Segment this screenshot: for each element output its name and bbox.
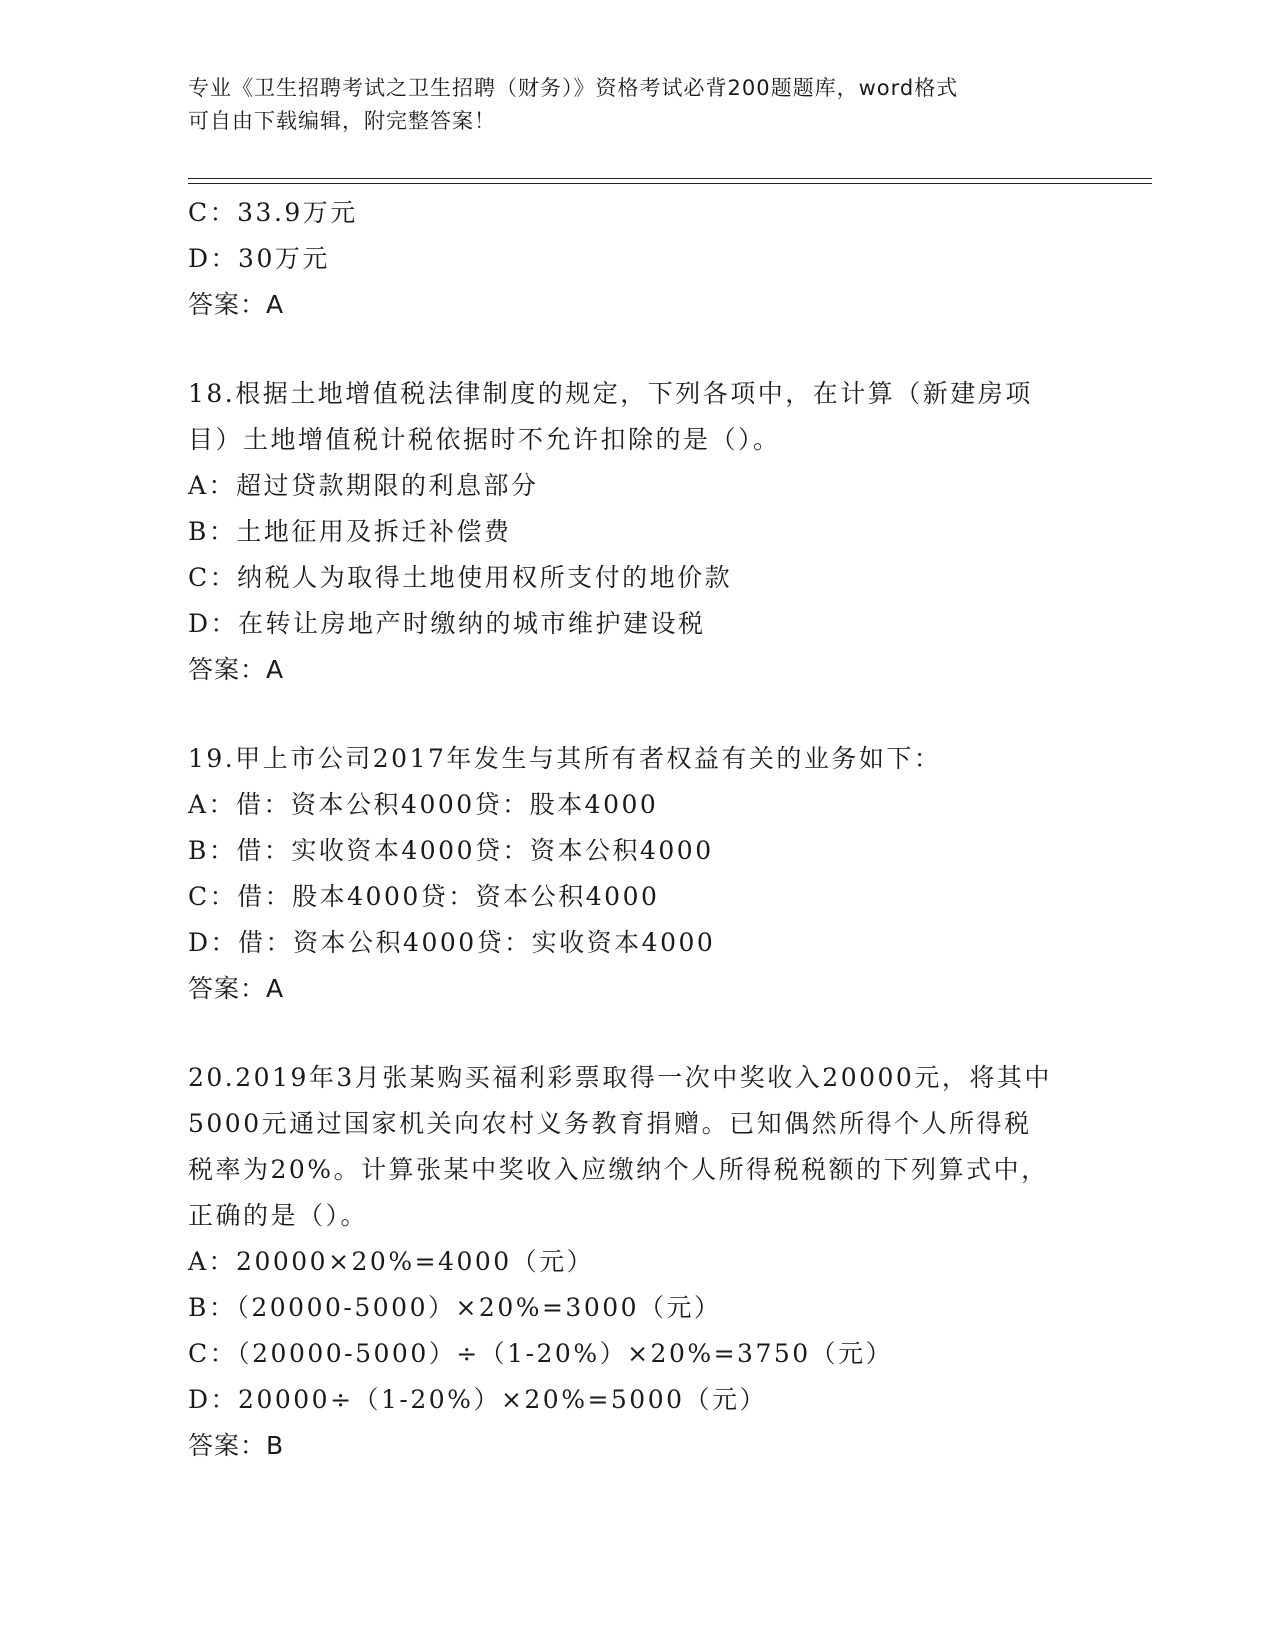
spacer (188, 1012, 1088, 1055)
header-title-line-2: 可自由下载编辑，附完整答案！ (188, 109, 496, 133)
header-divider-top (188, 178, 1152, 179)
question-20 (188, 1055, 1088, 1469)
question-17-tail (188, 190, 1088, 328)
q20-answer: 答案：B (188, 1431, 285, 1460)
q20-option-c: C：（20000-5000）÷（1-20%）×20%=3750（元） (188, 1339, 894, 1368)
q18-stem-line-2: 目）土地增值税计税依据时不允许扣除的是（）。 (188, 425, 781, 454)
question-19 (188, 736, 1088, 1012)
q20-stem-line-3: 税率为20%。计算张某中奖收入应缴纳个人所得税税额的下列算式中， (188, 1155, 1049, 1184)
question-list (188, 190, 1088, 1469)
q18-option-c: C：纳税人为取得土地使用权所支付的地价款 (188, 563, 733, 592)
q19-stem-line-1: 19.甲上市公司2017年发生与其所有者权益有关的业务如下： (188, 744, 942, 773)
q17-answer: 答案：A (188, 290, 285, 319)
q20-stem-line-2: 5000元通过国家机关向农村义务教育捐赠。已知偶然所得个人所得税 (188, 1109, 1032, 1138)
question-18 (188, 371, 1088, 693)
spacer (188, 693, 1088, 736)
q20-option-b: B：（20000-5000）×20%=3000（元） (188, 1293, 722, 1322)
q18-option-b: B：土地征用及拆迁补偿费 (188, 517, 512, 546)
page-header (188, 72, 1088, 138)
q19-option-b: B：借：实收资本4000贷：资本公积4000 (188, 836, 714, 865)
spacer (188, 328, 1088, 371)
q17-option-d: D：30万元 (188, 244, 330, 273)
q19-answer: 答案：A (188, 974, 285, 1003)
q17-option-c: C：33.9万元 (188, 198, 358, 227)
q20-option-a: A：20000×20%=4000（元） (188, 1247, 595, 1276)
q19-option-d: D：借：资本公积4000贷：实收资本4000 (188, 928, 716, 957)
q20-stem-line-1: 20.2019年3月张某购买福利彩票取得一次中奖收入20000元，将其中 (188, 1063, 1052, 1092)
q20-option-d: D：20000÷（1-20%）×20%=5000（元） (188, 1385, 768, 1414)
header-divider-bottom (188, 183, 1152, 184)
header-title-line-1: 专业《卫生招聘考试之卫生招聘（财务）》资格考试必背200题题库，word格式 (188, 76, 959, 100)
q18-answer: 答案：A (188, 655, 285, 684)
q18-stem-line-1: 18.根据土地增值税法律制度的规定，下列各项中，在计算（新建房项 (188, 379, 1033, 408)
q18-option-d: D：在转让房地产时缴纳的城市维护建设税 (188, 609, 706, 638)
q18-option-a: A：超过贷款期限的利息部分 (188, 471, 539, 500)
q19-option-a: A：借：资本公积4000贷：股本4000 (188, 790, 659, 819)
q20-stem-line-4: 正确的是（）。 (188, 1201, 369, 1230)
q19-option-c: C：借：股本4000贷：资本公积4000 (188, 882, 660, 911)
